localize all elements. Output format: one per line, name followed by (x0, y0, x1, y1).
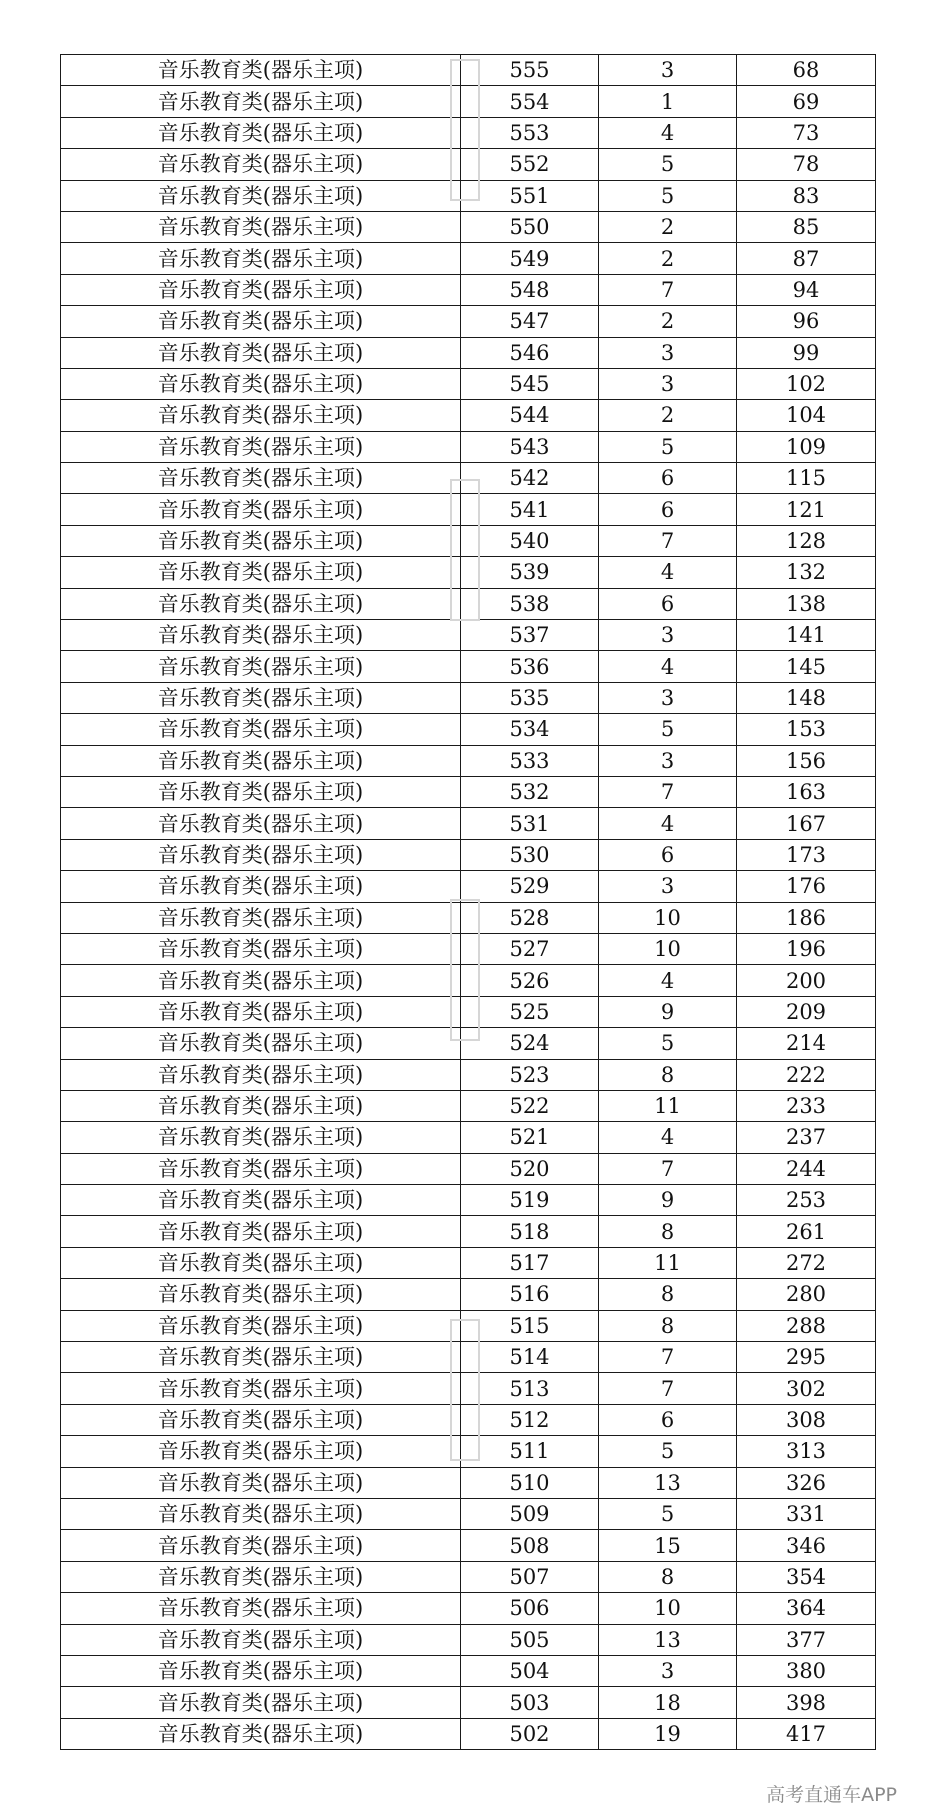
count-cell: 11 (599, 1247, 737, 1278)
score-cell: 539 (461, 557, 599, 588)
cumulative-count-cell: 326 (737, 1467, 876, 1498)
table-row (61, 620, 876, 651)
count-cell: 7 (599, 274, 737, 305)
table-row (61, 1153, 876, 1184)
category-cell: 音乐教育类(器乐主项) (61, 400, 461, 431)
count-cell: 7 (599, 776, 737, 807)
table-row (61, 211, 876, 242)
score-cell: 514 (461, 1342, 599, 1373)
score-cell: 517 (461, 1247, 599, 1278)
score-cell: 544 (461, 400, 599, 431)
table-row (61, 1467, 876, 1498)
category-cell: 音乐教育类(器乐主项) (61, 714, 461, 745)
table-row (61, 1247, 876, 1278)
category-cell: 音乐教育类(器乐主项) (61, 808, 461, 839)
cumulative-count-cell: 196 (737, 933, 876, 964)
cumulative-count-cell: 313 (737, 1436, 876, 1467)
count-cell: 3 (599, 620, 737, 651)
count-cell: 2 (599, 306, 737, 337)
cumulative-count-cell: 132 (737, 557, 876, 588)
score-cell: 516 (461, 1279, 599, 1310)
table-row (61, 745, 876, 776)
table-row (61, 1185, 876, 1216)
cumulative-count-cell: 288 (737, 1310, 876, 1341)
category-cell: 音乐教育类(器乐主项) (61, 965, 461, 996)
cumulative-count-cell: 398 (737, 1687, 876, 1718)
count-cell: 5 (599, 714, 737, 745)
count-cell: 13 (599, 1624, 737, 1655)
count-cell: 1 (599, 86, 737, 117)
category-cell: 音乐教育类(器乐主项) (61, 1153, 461, 1184)
score-cell: 537 (461, 620, 599, 651)
score-cell: 546 (461, 337, 599, 368)
table-row (61, 933, 876, 964)
cumulative-count-cell: 109 (737, 431, 876, 462)
score-cell: 509 (461, 1498, 599, 1529)
cumulative-count-cell: 68 (737, 55, 876, 86)
cumulative-count-cell: 96 (737, 306, 876, 337)
category-cell: 音乐教育类(器乐主项) (61, 1498, 461, 1529)
count-cell: 6 (599, 494, 737, 525)
score-cell: 528 (461, 902, 599, 933)
category-cell: 音乐教育类(器乐主项) (61, 1655, 461, 1686)
count-cell: 5 (599, 149, 737, 180)
category-cell: 音乐教育类(器乐主项) (61, 180, 461, 211)
count-cell: 2 (599, 211, 737, 242)
count-cell: 2 (599, 243, 737, 274)
table-row (61, 588, 876, 619)
table-row (61, 1624, 876, 1655)
count-cell: 6 (599, 1404, 737, 1435)
table-row (61, 714, 876, 745)
cumulative-count-cell: 354 (737, 1561, 876, 1592)
cumulative-count-cell: 156 (737, 745, 876, 776)
cumulative-count-cell: 102 (737, 368, 876, 399)
category-cell: 音乐教育类(器乐主项) (61, 525, 461, 556)
category-cell: 音乐教育类(器乐主项) (61, 588, 461, 619)
count-cell: 9 (599, 1185, 737, 1216)
count-cell: 4 (599, 557, 737, 588)
table-row (61, 243, 876, 274)
cumulative-count-cell: 141 (737, 620, 876, 651)
table-row (61, 682, 876, 713)
score-cell: 512 (461, 1404, 599, 1435)
table-row (61, 776, 876, 807)
cumulative-count-cell: 173 (737, 839, 876, 870)
table-row (61, 274, 876, 305)
score-cell: 543 (461, 431, 599, 462)
category-cell: 音乐教育类(器乐主项) (61, 243, 461, 274)
table-row (61, 1404, 876, 1435)
table-row (61, 1342, 876, 1373)
count-cell: 4 (599, 808, 737, 839)
count-cell: 4 (599, 651, 737, 682)
cumulative-count-cell: 73 (737, 117, 876, 148)
score-cell: 553 (461, 117, 599, 148)
cumulative-count-cell: 417 (737, 1718, 876, 1749)
score-cell: 505 (461, 1624, 599, 1655)
score-cell: 513 (461, 1373, 599, 1404)
cumulative-count-cell: 83 (737, 180, 876, 211)
category-cell: 音乐教育类(器乐主项) (61, 1059, 461, 1090)
count-cell: 3 (599, 745, 737, 776)
score-cell: 503 (461, 1687, 599, 1718)
category-cell: 音乐教育类(器乐主项) (61, 839, 461, 870)
cumulative-count-cell: 85 (737, 211, 876, 242)
table-row (61, 306, 876, 337)
score-cell: 520 (461, 1153, 599, 1184)
score-cell: 552 (461, 149, 599, 180)
category-cell: 音乐教育类(器乐主项) (61, 996, 461, 1027)
count-cell: 4 (599, 965, 737, 996)
score-cell: 526 (461, 965, 599, 996)
table-row (61, 337, 876, 368)
cumulative-count-cell: 331 (737, 1498, 876, 1529)
table-row (61, 651, 876, 682)
category-cell: 音乐教育类(器乐主项) (61, 1247, 461, 1278)
category-cell: 音乐教育类(器乐主项) (61, 620, 461, 651)
cumulative-count-cell: 233 (737, 1090, 876, 1121)
table-row (61, 902, 876, 933)
table-row (61, 1310, 876, 1341)
table-row (61, 1090, 876, 1121)
table-body (61, 55, 876, 1750)
cumulative-count-cell: 104 (737, 400, 876, 431)
table-row (61, 431, 876, 462)
count-cell: 4 (599, 117, 737, 148)
category-cell: 音乐教育类(器乐主项) (61, 463, 461, 494)
table-row (61, 368, 876, 399)
table-row (61, 1561, 876, 1592)
table-row (61, 525, 876, 556)
cumulative-count-cell: 272 (737, 1247, 876, 1278)
table-row (61, 400, 876, 431)
category-cell: 音乐教育类(器乐主项) (61, 337, 461, 368)
score-cell: 524 (461, 1028, 599, 1059)
cumulative-count-cell: 295 (737, 1342, 876, 1373)
table-row (61, 871, 876, 902)
count-cell: 7 (599, 1153, 737, 1184)
score-cell: 551 (461, 180, 599, 211)
count-cell: 5 (599, 1436, 737, 1467)
score-cell: 536 (461, 651, 599, 682)
cumulative-count-cell: 78 (737, 149, 876, 180)
category-cell: 音乐教育类(器乐主项) (61, 776, 461, 807)
category-cell: 音乐教育类(器乐主项) (61, 1436, 461, 1467)
score-cell: 521 (461, 1122, 599, 1153)
cumulative-count-cell: 153 (737, 714, 876, 745)
count-cell: 7 (599, 525, 737, 556)
table-row (61, 1687, 876, 1718)
count-cell: 6 (599, 839, 737, 870)
score-cell: 522 (461, 1090, 599, 1121)
count-cell: 19 (599, 1718, 737, 1749)
score-cell: 550 (461, 211, 599, 242)
count-cell: 18 (599, 1687, 737, 1718)
table-row (61, 494, 876, 525)
score-cell: 523 (461, 1059, 599, 1090)
count-cell: 4 (599, 1122, 737, 1153)
category-cell: 音乐教育类(器乐主项) (61, 933, 461, 964)
score-cell: 532 (461, 776, 599, 807)
category-cell: 音乐教育类(器乐主项) (61, 1122, 461, 1153)
score-cell: 533 (461, 745, 599, 776)
cumulative-count-cell: 308 (737, 1404, 876, 1435)
category-cell: 音乐教育类(器乐主项) (61, 1561, 461, 1592)
count-cell: 5 (599, 1498, 737, 1529)
cumulative-count-cell: 115 (737, 463, 876, 494)
category-cell: 音乐教育类(器乐主项) (61, 1342, 461, 1373)
count-cell: 3 (599, 368, 737, 399)
table-row (61, 808, 876, 839)
table-row (61, 149, 876, 180)
count-cell: 8 (599, 1561, 737, 1592)
category-cell: 音乐教育类(器乐主项) (61, 557, 461, 588)
count-cell: 8 (599, 1310, 737, 1341)
score-cell: 527 (461, 933, 599, 964)
table-row (61, 1122, 876, 1153)
table-row (61, 1530, 876, 1561)
score-cell: 541 (461, 494, 599, 525)
cumulative-count-cell: 186 (737, 902, 876, 933)
table-row (61, 1059, 876, 1090)
category-cell: 音乐教育类(器乐主项) (61, 1530, 461, 1561)
category-cell: 音乐教育类(器乐主项) (61, 274, 461, 305)
count-cell: 3 (599, 55, 737, 86)
count-cell: 5 (599, 1028, 737, 1059)
count-cell: 8 (599, 1059, 737, 1090)
table-row (61, 1279, 876, 1310)
category-cell: 音乐教育类(器乐主项) (61, 745, 461, 776)
table-row (61, 996, 876, 1027)
category-cell: 音乐教育类(器乐主项) (61, 1279, 461, 1310)
score-table-container (60, 54, 875, 1750)
table-row (61, 1718, 876, 1749)
category-cell: 音乐教育类(器乐主项) (61, 431, 461, 462)
score-cell: 518 (461, 1216, 599, 1247)
cumulative-count-cell: 138 (737, 588, 876, 619)
table-row (61, 1655, 876, 1686)
score-cell: 511 (461, 1436, 599, 1467)
score-cell: 554 (461, 86, 599, 117)
count-cell: 11 (599, 1090, 737, 1121)
category-cell: 音乐教育类(器乐主项) (61, 1216, 461, 1247)
table-row (61, 1436, 876, 1467)
category-cell: 音乐教育类(器乐主项) (61, 1593, 461, 1624)
count-cell: 5 (599, 180, 737, 211)
cumulative-count-cell: 145 (737, 651, 876, 682)
category-cell: 音乐教育类(器乐主项) (61, 1028, 461, 1059)
category-cell: 音乐教育类(器乐主项) (61, 1185, 461, 1216)
table-row (61, 1373, 876, 1404)
score-cell: 547 (461, 306, 599, 337)
score-cell: 508 (461, 1530, 599, 1561)
count-cell: 5 (599, 431, 737, 462)
count-cell: 3 (599, 682, 737, 713)
score-cell: 525 (461, 996, 599, 1027)
cumulative-count-cell: 128 (737, 525, 876, 556)
category-cell: 音乐教育类(器乐主项) (61, 1718, 461, 1749)
score-cell: 530 (461, 839, 599, 870)
cumulative-count-cell: 69 (737, 86, 876, 117)
score-cell: 548 (461, 274, 599, 305)
score-cell: 531 (461, 808, 599, 839)
cumulative-count-cell: 163 (737, 776, 876, 807)
category-cell: 音乐教育类(器乐主项) (61, 1467, 461, 1498)
count-cell: 10 (599, 933, 737, 964)
count-cell: 6 (599, 463, 737, 494)
count-cell: 3 (599, 871, 737, 902)
cumulative-count-cell: 167 (737, 808, 876, 839)
table-row (61, 965, 876, 996)
category-cell: 音乐教育类(器乐主项) (61, 1624, 461, 1655)
table-row (61, 86, 876, 117)
cumulative-count-cell: 87 (737, 243, 876, 274)
category-cell: 音乐教育类(器乐主项) (61, 682, 461, 713)
table-row (61, 839, 876, 870)
cumulative-count-cell: 99 (737, 337, 876, 368)
score-cell: 507 (461, 1561, 599, 1592)
score-cell: 515 (461, 1310, 599, 1341)
count-cell: 9 (599, 996, 737, 1027)
count-cell: 7 (599, 1342, 737, 1373)
cumulative-count-cell: 253 (737, 1185, 876, 1216)
count-cell: 8 (599, 1216, 737, 1247)
score-cell: 538 (461, 588, 599, 619)
score-cell: 504 (461, 1655, 599, 1686)
table-row (61, 1216, 876, 1247)
count-cell: 6 (599, 588, 737, 619)
category-cell: 音乐教育类(器乐主项) (61, 86, 461, 117)
count-cell: 3 (599, 1655, 737, 1686)
category-cell: 音乐教育类(器乐主项) (61, 149, 461, 180)
category-cell: 音乐教育类(器乐主项) (61, 368, 461, 399)
category-cell: 音乐教育类(器乐主项) (61, 651, 461, 682)
count-cell: 13 (599, 1467, 737, 1498)
score-cell: 519 (461, 1185, 599, 1216)
cumulative-count-cell: 176 (737, 871, 876, 902)
category-cell: 音乐教育类(器乐主项) (61, 117, 461, 148)
table-row (61, 557, 876, 588)
score-cell: 535 (461, 682, 599, 713)
footer-brand-label: 高考直通车APP (766, 1784, 897, 1806)
category-cell: 音乐教育类(器乐主项) (61, 211, 461, 242)
score-cell: 506 (461, 1593, 599, 1624)
category-cell: 音乐教育类(器乐主项) (61, 55, 461, 86)
category-cell: 音乐教育类(器乐主项) (61, 1404, 461, 1435)
score-cell: 534 (461, 714, 599, 745)
cumulative-count-cell: 261 (737, 1216, 876, 1247)
cumulative-count-cell: 364 (737, 1593, 876, 1624)
category-cell: 音乐教育类(器乐主项) (61, 902, 461, 933)
cumulative-count-cell: 222 (737, 1059, 876, 1090)
score-cell: 510 (461, 1467, 599, 1498)
score-cell: 555 (461, 55, 599, 86)
count-cell: 10 (599, 1593, 737, 1624)
cumulative-count-cell: 237 (737, 1122, 876, 1153)
category-cell: 音乐教育类(器乐主项) (61, 494, 461, 525)
count-cell: 3 (599, 337, 737, 368)
count-cell: 15 (599, 1530, 737, 1561)
cumulative-count-cell: 302 (737, 1373, 876, 1404)
category-cell: 音乐教育类(器乐主项) (61, 871, 461, 902)
count-cell: 2 (599, 400, 737, 431)
category-cell: 音乐教育类(器乐主项) (61, 1310, 461, 1341)
cumulative-count-cell: 214 (737, 1028, 876, 1059)
score-cell: 540 (461, 525, 599, 556)
category-cell: 音乐教育类(器乐主项) (61, 306, 461, 337)
cumulative-count-cell: 200 (737, 965, 876, 996)
cumulative-count-cell: 280 (737, 1279, 876, 1310)
score-cell: 545 (461, 368, 599, 399)
table-row (61, 55, 876, 86)
count-cell: 8 (599, 1279, 737, 1310)
cumulative-count-cell: 380 (737, 1655, 876, 1686)
table-row (61, 463, 876, 494)
score-cell: 529 (461, 871, 599, 902)
category-cell: 音乐教育类(器乐主项) (61, 1090, 461, 1121)
category-cell: 音乐教育类(器乐主项) (61, 1687, 461, 1718)
table-row (61, 180, 876, 211)
count-cell: 10 (599, 902, 737, 933)
cumulative-count-cell: 346 (737, 1530, 876, 1561)
category-cell: 音乐教育类(器乐主项) (61, 1373, 461, 1404)
cumulative-count-cell: 209 (737, 996, 876, 1027)
cumulative-count-cell: 121 (737, 494, 876, 525)
score-cell: 542 (461, 463, 599, 494)
cumulative-count-cell: 94 (737, 274, 876, 305)
count-cell: 7 (599, 1373, 737, 1404)
cumulative-count-cell: 377 (737, 1624, 876, 1655)
table-row (61, 1028, 876, 1059)
cumulative-count-cell: 148 (737, 682, 876, 713)
table-row (61, 117, 876, 148)
cumulative-count-cell: 244 (737, 1153, 876, 1184)
score-distribution-table (60, 54, 876, 1750)
score-cell: 549 (461, 243, 599, 274)
score-cell: 502 (461, 1718, 599, 1749)
table-row (61, 1498, 876, 1529)
table-row (61, 1593, 876, 1624)
